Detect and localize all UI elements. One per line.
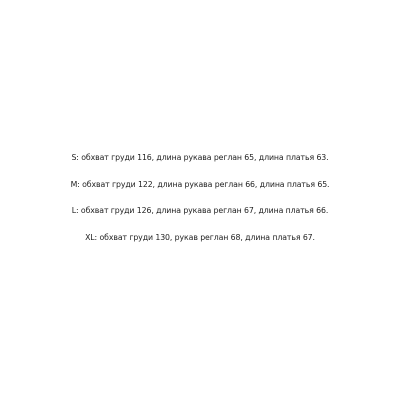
size-line-xl: XL: обхват груди 130, рукав реглан 68, длина платья 67. [85, 233, 315, 243]
size-line-m: M: обхват груди 122, длина рукава реглан 66, длина платья 65. [70, 179, 330, 189]
size-chart [0, 148, 400, 255]
size-line-s: S: обхват груди 116, длина рукава реглан 65, длина платья 63. [71, 153, 329, 162]
size-line-l: L: обхват груди 126, длина рукава реглан 67, длина платья 66. [71, 206, 329, 216]
